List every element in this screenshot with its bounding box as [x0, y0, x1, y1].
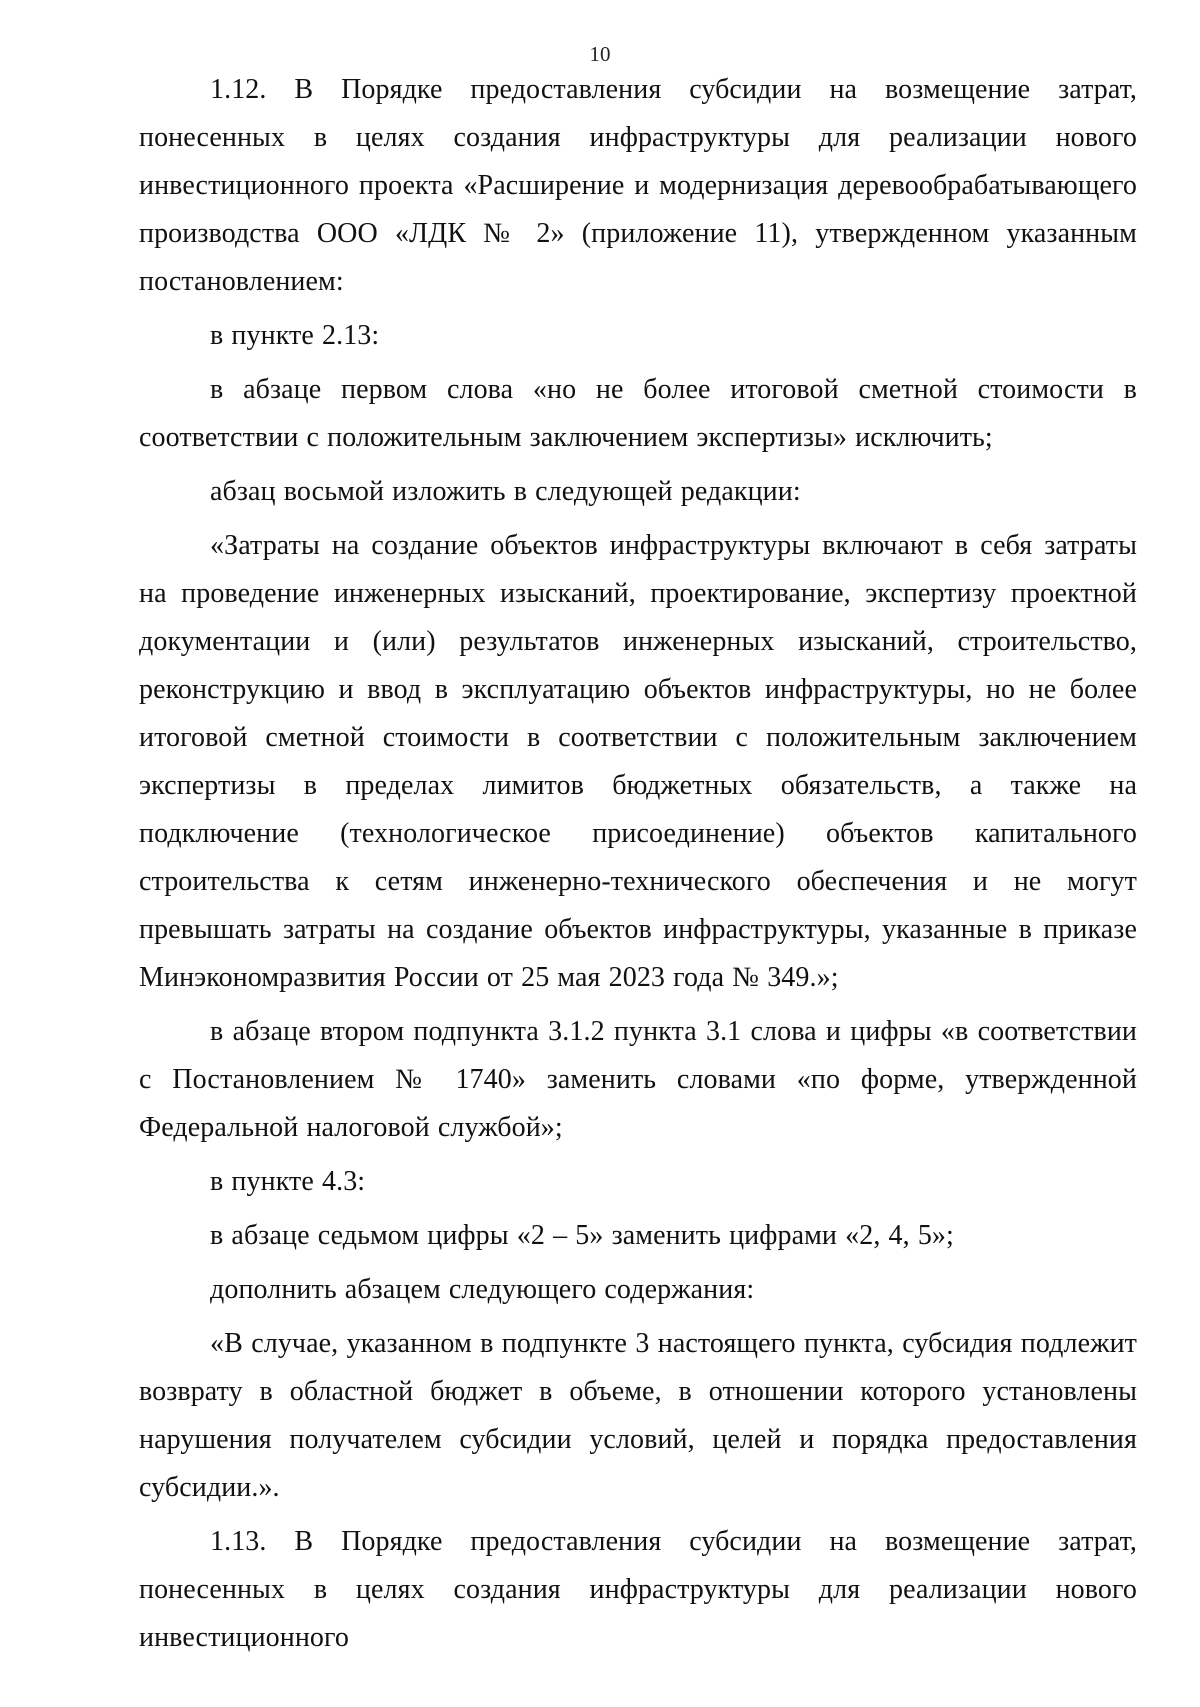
- paragraph-first-indent-amendment: в абзаце первом слова «но не более итоговой сметной стоимости в соответствии с положительным заключением экспертизы» исключить;: [139, 374, 1137, 453]
- paragraph-infrastructure-costs: «Затраты на создание объектов инфраструктуры включают в себя затраты на проведение инженерных изысканий, проектирование, экспертизу проектной документации и (или) результатов инженерных изысканий, строительство, реконструкцию и ввод в эксплуатацию объектов инфраструктуры, но не более итоговой сметной стоимости в соответствии с положительным заключением экспертизы в пределах лимитов бюджетных обязательств, а также на подключение (технологическое присоединение) объектов капитального строительства к сетям инженерно-технического обеспечения и не могут превышать затраты на создание объектов инфраструктуры, указанные в приказе Минэкономразвития России от 25 мая 2023 года № 349.»;: [139, 530, 1137, 993]
- paragraph-1-12-intro: 1.12. В Порядке предоставления субсидии на возмещение затрат, понесенных в целях создания инфраструктуры для реализации нового инвестиционного проекта «Расширение и модернизация деревообрабатывающего производства ООО «ЛДК № 2» (приложение 11), утвержденном указанным постановлением:: [139, 74, 1137, 297]
- paragraph-subclause-3-1-2: в абзаце втором подпункта 3.1.2 пункта 3.1 слова и цифры «в соответствии с Постановлением № 1740» заменить словами «по форме, утвержденной Федеральной налоговой службой»;: [139, 1016, 1137, 1143]
- paragraph-clause-2-13: в пункте 2.13:: [210, 320, 380, 351]
- paragraph-supplement-heading: дополнить абзацем следующего содержания:: [210, 1274, 755, 1305]
- paragraph-seventh-indent-digits: в абзаце седьмом цифры «2 – 5» заменить цифрами «2, 4, 5»;: [210, 1220, 954, 1251]
- paragraph-clause-4-3: в пункте 4.3:: [210, 1166, 366, 1197]
- document-body: [139, 66, 1137, 1668]
- paragraph-eighth-indent-heading: абзац восьмой изложить в следующей редакции:: [210, 476, 801, 507]
- paragraph-1-13-intro: 1.13. В Порядке предоставления субсидии на возмещение затрат, понесенных в целях создания инфраструктуры для реализации нового инвестиционного: [139, 1526, 1137, 1653]
- page-number: 10: [589, 42, 611, 66]
- paragraph-subsidy-return: «В случае, указанном в подпункте 3 настоящего пункта, субсидия подлежит возврату в областной бюджет в объеме, в отношении которого установлены нарушения получателем субсидии условий, целей и порядка предоставления субсидии.».: [139, 1328, 1137, 1503]
